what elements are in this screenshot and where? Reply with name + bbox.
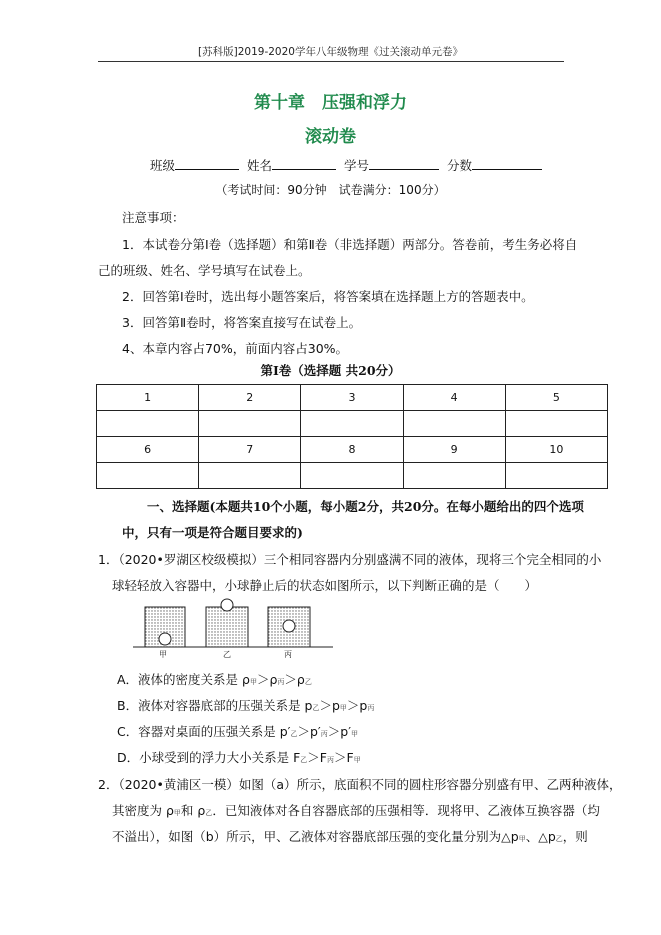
- option-text: ＞F: [334, 750, 354, 765]
- q1-stem-line1: 1．（2020•罗湖区校级模拟）三个相同容器内分别盛满不同的液体，现将三个完全相同的小: [98, 552, 602, 567]
- subscript: 甲: [353, 756, 361, 764]
- answer-cell[interactable]: [199, 411, 301, 437]
- option-text: ＞ρ: [256, 672, 278, 687]
- note-3: 3．回答第Ⅱ卷时，将答案直接写在试卷上。: [122, 315, 362, 330]
- option-text: ＞ρ: [284, 672, 305, 687]
- option-text: ＞p: [319, 698, 340, 713]
- answer-cell[interactable]: [97, 411, 199, 437]
- question-number-cell: 10: [505, 437, 607, 463]
- table-row: [97, 463, 608, 489]
- question-number-cell: 9: [403, 437, 505, 463]
- part-title-line2: 中，只有一项是符合题目要求的): [122, 525, 303, 540]
- notes-title: 注意事项：: [122, 210, 185, 225]
- id-label: 学号: [344, 158, 370, 173]
- stem-text: 和 ρ: [180, 803, 206, 818]
- q1-option-d[interactable]: [117, 748, 361, 766]
- table-row: [97, 437, 608, 463]
- subscript: 甲: [351, 730, 359, 738]
- name-blank[interactable]: [272, 156, 336, 170]
- paper-subtitle: 滚动卷: [305, 127, 356, 147]
- option-text: D．小球受到的浮力大小关系是 F: [117, 750, 301, 765]
- question-number-cell: 6: [97, 437, 199, 463]
- stem-text: ，则: [562, 829, 588, 844]
- table-row: [97, 385, 608, 411]
- q2-stem-line1: 2．（2020•黄浦区一模）如图（a）所示，底面积不同的圆柱形容器分别盛有甲、乙两种液体，: [98, 777, 622, 792]
- subscript: 甲: [339, 704, 347, 712]
- stem-text: 不溢出），如图（b）所示，甲、乙液体对容器底部压强的变化量分别为△p: [112, 829, 519, 844]
- student-info-line: [150, 156, 542, 174]
- subscript: 丙: [367, 704, 375, 712]
- id-blank[interactable]: [369, 156, 439, 170]
- q1-option-a[interactable]: [117, 670, 312, 688]
- answer-cell[interactable]: [505, 411, 607, 437]
- option-text: B．液体对容器底部的压强关系是 p: [117, 698, 313, 713]
- score-label: 分数: [447, 158, 473, 173]
- option-text: ＞p: [346, 698, 368, 713]
- question-number-cell: 3: [301, 385, 403, 411]
- stem-text: 、△p: [525, 829, 556, 844]
- subscript: 乙: [555, 835, 563, 843]
- ball-bing: [283, 620, 295, 632]
- name-label: 姓名: [247, 158, 273, 173]
- option-text: ＞F: [307, 750, 327, 765]
- answer-cell[interactable]: [301, 411, 403, 437]
- stem-text: ．已知液体对各自容器底部的压强相等．现将甲、乙液体互换容器（均: [212, 803, 600, 818]
- q2-stem-line3: [112, 827, 588, 845]
- question-number-cell: 4: [403, 385, 505, 411]
- subscript: 丙: [277, 678, 285, 686]
- answer-cell[interactable]: [97, 463, 199, 489]
- note-2: 2．回答第Ⅰ卷时，选出每小题答案后，将答案填在选择题上方的答题表中。: [122, 289, 534, 304]
- subscript: 甲: [518, 835, 526, 843]
- question-number-cell: 7: [199, 437, 301, 463]
- chapter-title: 第十章 压强和浮力: [254, 93, 407, 113]
- stem-text: 其密度为 ρ: [112, 803, 174, 818]
- subscript: 甲: [249, 678, 257, 686]
- exam-info: （考试时间：90分钟 试卷满分：100分）: [215, 183, 446, 197]
- answer-cell[interactable]: [403, 411, 505, 437]
- q2-stem-line2: [112, 801, 600, 819]
- answer-cell[interactable]: [199, 463, 301, 489]
- q1-option-c[interactable]: [117, 722, 358, 740]
- question-number-cell: 8: [301, 437, 403, 463]
- page-header: [苏科版]2019-2020学年八年级物理《过关滚动单元卷》: [198, 46, 463, 58]
- answer-cell[interactable]: [505, 463, 607, 489]
- part-title-line1: 一、选择题(本题共10个小题，每小题2分，共20分。在每小题给出的四个选项: [147, 499, 584, 514]
- ball-yi: [221, 599, 233, 611]
- option-text: ＞p′: [327, 724, 352, 739]
- subscript: 乙: [304, 678, 312, 686]
- figure-label-yi: 乙: [223, 650, 231, 659]
- q1-option-b[interactable]: [117, 696, 374, 714]
- figure-label-bing: 丙: [284, 650, 292, 659]
- subscript: 乙: [312, 704, 320, 712]
- class-label: 班级: [150, 158, 176, 173]
- question-number-cell: 2: [199, 385, 301, 411]
- subscript: 乙: [205, 809, 213, 817]
- score-blank[interactable]: [472, 156, 542, 170]
- subscript: 乙: [300, 756, 308, 764]
- subscript: 丙: [327, 756, 334, 764]
- class-blank[interactable]: [175, 156, 239, 170]
- option-text: C．容器对桌面的压强关系是 p′: [117, 724, 291, 739]
- header-divider: [98, 61, 564, 62]
- q1-stem-line2: 球轻轻放入容器中，小球静止后的状态如图所示，以下判断正确的是（ ）: [112, 578, 538, 593]
- answer-cell[interactable]: [403, 463, 505, 489]
- note-4: 4、本章内容占70%，前面内容占30%。: [122, 341, 349, 356]
- question-number-cell: 5: [505, 385, 607, 411]
- note-1: 1．本试卷分第Ⅰ卷（选择题）和第Ⅱ卷（非选择题）两部分。答卷前，考生务必将自: [122, 237, 578, 252]
- subscript: 丙: [320, 730, 328, 738]
- option-text: A．液体的密度关系是 ρ: [117, 672, 250, 687]
- container-yi: [206, 607, 248, 647]
- question-number-cell: 1: [97, 385, 199, 411]
- figure-label-jia: 甲: [159, 650, 167, 659]
- table-row: [97, 411, 608, 437]
- option-text: ＞p′: [297, 724, 321, 739]
- section-title: 第Ⅰ卷（选择题 共20分）: [260, 363, 401, 378]
- subscript: 乙: [290, 730, 298, 738]
- subscript: 甲: [173, 809, 181, 817]
- answer-table: [96, 384, 608, 489]
- note-1-cont: 己的班级、姓名、学号填写在试卷上。: [98, 263, 311, 278]
- ball-jia: [159, 633, 171, 645]
- answer-cell[interactable]: [301, 463, 403, 489]
